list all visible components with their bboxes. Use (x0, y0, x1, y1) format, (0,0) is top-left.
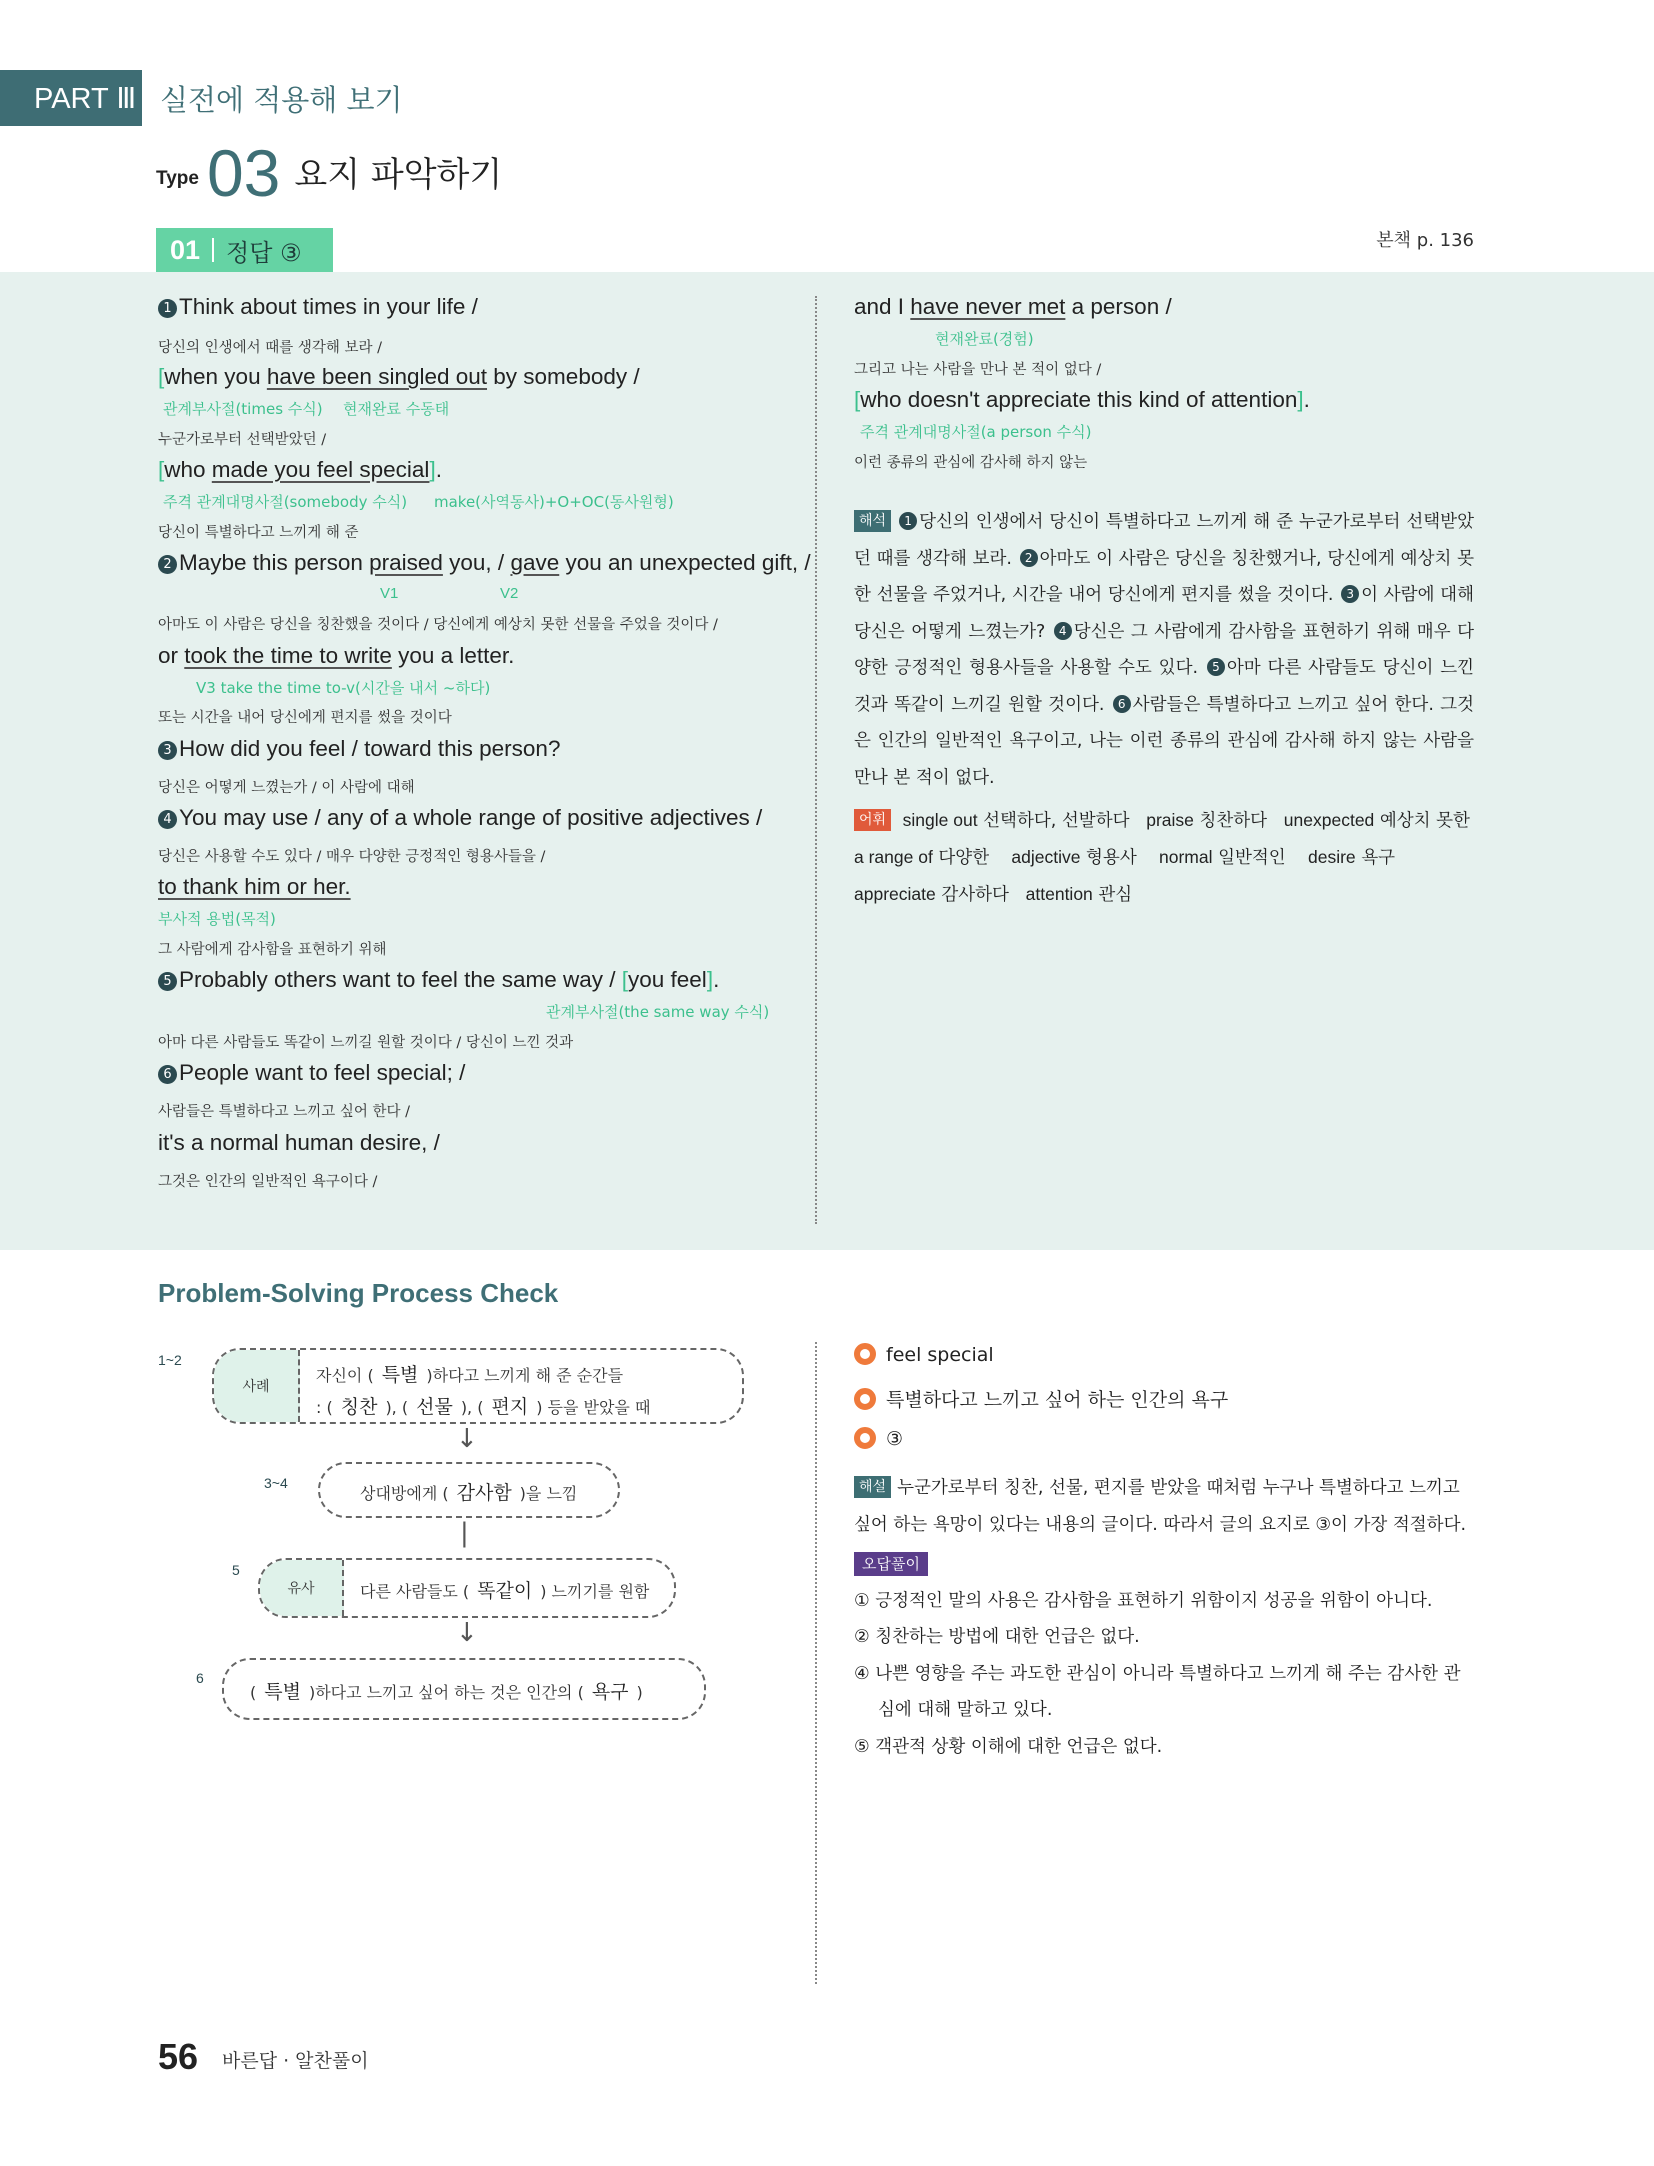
answer-item (854, 1385, 1228, 1412)
vocab-word: single out (902, 810, 978, 830)
down-arrow-icon: ↓ (456, 1424, 478, 1454)
part-label: PART Ⅲ (34, 82, 137, 115)
answer-tab (156, 228, 333, 272)
translation-sentence: 아마도 이 사람은 당신을 칭찬했거나, 당신에게 예상치 못한 선물을 주었거나, 시간을 내어 당신에게 편지를 썼을 것이다. (854, 548, 1474, 605)
translation-tag: 해석 (854, 510, 891, 532)
filled-answer: 특별 (381, 1364, 419, 1386)
down-arrow-icon: ↓ (456, 1618, 478, 1648)
wrong-answer-item: ② 칭찬하는 방법에 대한 언급은 없다. (854, 1627, 1140, 1647)
sentence-5: 5 Probably others want to feel the same way / [you feel]. (158, 967, 719, 993)
vocab-meaning: 욕구 (1361, 848, 1396, 868)
step-label: 5 (232, 1562, 240, 1578)
answer-value: 특별하다고 느끼고 싶어 하는 인간의 욕구 (886, 1389, 1229, 1411)
sentence-4 (158, 805, 762, 831)
vocab-word: adjective (1011, 847, 1081, 867)
sentence-2-ko: 아마도 이 사람은 당신을 칭찬했을 것이다 / 당신에게 예상치 못한 선물을 주었을 것이다 / (158, 617, 718, 633)
underlined-phrase: took the time to write (184, 643, 392, 668)
vocab-item (1284, 811, 1470, 831)
vocab-word: desire (1307, 847, 1356, 867)
part-badge (0, 70, 142, 126)
answer-item (854, 1427, 903, 1450)
sentence-number: 2 (158, 555, 177, 574)
translation-sentence: 이 사람에 대해 당신은 어떻게 느꼈는가? (854, 585, 1474, 642)
flow-text-part: ( (250, 1683, 257, 1702)
text-part: Probably others want to feel the same way / (179, 967, 622, 992)
filled-answer: 선물 (416, 1396, 453, 1418)
filled-answer: 칭찬 (340, 1396, 378, 1418)
sentence-1b-ko: 누군가로부터 선택받았던 / (158, 432, 327, 448)
sentence-number: 1 (158, 299, 177, 318)
answer-value: feel special (886, 1344, 994, 1366)
sentence-3-ko: 당신은 어떻게 느꼈는가 / 이 사람에 대해 (158, 780, 415, 796)
type-number: 03 (206, 136, 281, 210)
filled-answer: 특별 (264, 1681, 301, 1703)
column-divider (815, 296, 817, 1224)
sentence-1-ko: 당신의 인생에서 때를 생각해 보라 / (158, 340, 383, 356)
vocab-item (903, 811, 1130, 831)
vocab-item (854, 848, 989, 868)
translation-sentence: 사람들은 특별하다고 느끼고 싶어 한다. 그것은 인간의 일반적인 욕구이고, 나는 이런 종류의 관심에 감사해 하지 않는 사람을 만나 본 적이 없다. (854, 694, 1474, 788)
vocab-meaning: 선택하다, 선발하다 (983, 811, 1130, 831)
grammar-note: make(사역동사)+O+OC(동사원형) (434, 493, 674, 511)
flow-label: 사례 (214, 1350, 300, 1422)
translation-sentence: 당신의 인생에서 당신이 특별하다고 느끼게 해 준 누군가로부터 선택받았던 때를 생각해 보라. (854, 512, 1474, 569)
text-part: . (713, 967, 720, 992)
ring-bullet-icon (854, 1343, 876, 1365)
page-reference: 본책 p. 136 (1376, 230, 1474, 251)
grammar-note: 관계부사절(times 수식) (163, 400, 323, 418)
vocab-meaning: 형용사 (1086, 848, 1137, 868)
vocab-item (1026, 885, 1133, 905)
flow-text-part: ) 등을 받았을 때 (536, 1398, 651, 1417)
column-divider-2 (815, 1342, 817, 1984)
sentence-1b: [when you have been singled out by somebody / (158, 364, 640, 389)
wrong-answer-item: ① 긍정적인 말의 사용은 감사함을 표현하기 위함이지 성공을 위함이 아니다. (854, 1590, 1433, 1611)
sentence-4b-ko: 그 사람에게 감사함을 표현하기 위해 (158, 942, 387, 958)
underlined-phrase: have never met (910, 294, 1066, 319)
text-part: and I (854, 294, 911, 319)
answer-separator (212, 238, 214, 262)
vocab-meaning: 다양한 (938, 848, 990, 868)
step-label: 1~2 (158, 1352, 182, 1368)
flow-line (360, 1576, 649, 1603)
flow-text-part: ) (636, 1683, 643, 1702)
text-part: you an unexpected gift, / (559, 550, 811, 575)
flow-box-gratitude (318, 1462, 620, 1518)
filled-answer: 감사함 (456, 1482, 512, 1504)
sentence-6c (854, 294, 1172, 320)
type-heading (156, 136, 503, 210)
grammar-note: 주격 관계대명사절(a person 수식) (860, 423, 1092, 441)
vocab-meaning: 감사하다 (941, 885, 1009, 905)
flow-text-part: 상대방에게 ( (360, 1484, 449, 1503)
text-part: . (435, 457, 442, 482)
vocab-word: attention (1025, 884, 1093, 904)
vocab-meaning: 칭찬하다 (1199, 811, 1268, 831)
grammar-note: 주격 관계대명사절(somebody 수식) (163, 493, 408, 511)
underlined-phrase: made you feel special (211, 457, 430, 482)
grammar-note: 현재완료(경험) (935, 330, 1034, 348)
verb-marker: V1 (380, 585, 399, 602)
sentence-1c: [who made you feel special]. (158, 457, 442, 482)
sentence-number: 5 (158, 972, 177, 991)
step-label: 3~4 (264, 1475, 288, 1491)
type-title: 요지 파악하기 (294, 155, 503, 195)
vocab-word: praise (1146, 810, 1194, 830)
answer-item (854, 1343, 994, 1366)
process-check-title: Problem-Solving Process Check (158, 1278, 559, 1308)
sentence-text: People want to feel special; / (179, 1060, 466, 1085)
vocab-item (1011, 848, 1136, 868)
text-part: Maybe this person (179, 550, 370, 575)
flow-text-part: )을 느낌 (519, 1484, 578, 1503)
vocab-tag: 어휘 (854, 809, 891, 831)
flow-text-part: )하다고 느끼고 싶어 하는 것은 인간의 ( (308, 1683, 584, 1702)
text-part: you, / (442, 550, 511, 575)
sentence-6 (158, 1060, 465, 1086)
vocab-meaning: 일반적인 (1218, 848, 1286, 868)
text-part: who doesn't appreciate this kind of attention (860, 387, 1298, 412)
vocab-word: unexpected (1283, 810, 1375, 830)
sentence-text: How did you feel / toward this person? (179, 736, 561, 761)
sentence-4b: to thank him or her. (158, 874, 351, 899)
grammar-note: 부사적 용법(목적) (158, 910, 276, 928)
filled-answer: 욕구 (591, 1681, 629, 1703)
translation-sentence: 당신은 그 사람에게 감사함을 표현하기 위해 매우 다양한 긍정적인 형용사들을 사용할 수도 있다. (854, 621, 1474, 678)
vocabulary (854, 802, 1474, 913)
text-part: you a letter. (391, 643, 515, 668)
sentence-6-ko: 사람들은 특별하다고 느끼고 싶어 한다 / (158, 1104, 411, 1120)
sentence-1c-ko: 당신이 특별하다고 느끼게 해 준 (158, 525, 359, 541)
vocab-item (1146, 811, 1267, 831)
sentence-number: 6 (158, 1065, 177, 1084)
flow-box-similar (258, 1558, 676, 1618)
flow-text-part: ), ( (385, 1398, 409, 1417)
sentence-number: 3 (158, 741, 177, 760)
vocab-meaning: 예상치 못한 (1379, 811, 1470, 831)
part-title: 실전에 적용해 보기 (160, 83, 403, 117)
vocab-word: appreciate (854, 884, 936, 904)
sentence-6d: [who doesn't appreciate this kind of attention]. (854, 387, 1310, 412)
flow-box-example (212, 1348, 744, 1424)
flow-text-part: ) 느끼기를 원함 (540, 1582, 650, 1601)
connector-line-icon: | (460, 1518, 469, 1548)
sentence-1 (158, 294, 478, 320)
vocab-item (1159, 848, 1286, 868)
sentence-6b: it's a normal human desire, / (158, 1130, 440, 1155)
sentence-2b-ko: 또는 시간을 내어 당신에게 편지를 썼을 것이다 (158, 710, 452, 726)
sentence-text: Think about times in your life / (179, 294, 478, 319)
underlined-phrase: praised (369, 550, 443, 575)
underlined-phrase: gave (510, 550, 560, 575)
sentence-5-ko: 아마 다른 사람들도 똑같이 느끼길 원할 것이다 / 당신이 느낀 것과 (158, 1035, 574, 1051)
wrong-answer-item: ⑤ 객관적 상황 이해에 대한 언급은 없다. (854, 1736, 1163, 1757)
sentence-number: 4 (158, 810, 177, 829)
vocab-meaning: 관심 (1098, 885, 1133, 905)
flow-text-part: 다른 사람들도 ( (360, 1582, 470, 1601)
flow-text-part: )하다고 느끼게 해 준 순간들 (426, 1366, 624, 1385)
page-number: 56 (158, 2036, 199, 2077)
flow-text-part: 자신이 ( (316, 1366, 374, 1385)
sentence-text: You may use / any of a whole range of positive adjectives / (179, 805, 763, 830)
book-title: 바른답 · 알찬풀이 (222, 2050, 369, 2072)
question-number: 01 (170, 234, 201, 265)
ring-bullet-icon (854, 1427, 876, 1449)
flow-label: 유사 (260, 1560, 344, 1616)
grammar-note: 관계부사절(the same way 수식) (546, 1003, 770, 1021)
text-part: by somebody / (487, 364, 640, 389)
sentence-2b (158, 643, 514, 669)
text-part: or (158, 643, 185, 668)
flow-line-1 (316, 1360, 623, 1387)
type-label: Type (156, 168, 199, 189)
grammar-note: 현재완료 수동태 (343, 400, 450, 418)
vocab-word: normal (1159, 847, 1213, 867)
vocab-item (854, 885, 1009, 905)
flow-text-part: ), ( (460, 1398, 484, 1417)
sentence-6c-ko: 그리고 나는 사람을 만나 본 적이 없다 / (854, 362, 1102, 378)
sentence-4-ko: 당신은 사용할 수도 있다 / 매우 다양한 긍정적인 형용사들을 / (158, 849, 546, 865)
flow-text-part: : ( (316, 1398, 333, 1417)
text-part: you feel (628, 967, 707, 992)
flow-line-2 (316, 1392, 650, 1419)
underlined-phrase: have been singled out (266, 364, 488, 389)
filled-answer: 편지 (491, 1396, 529, 1418)
explanation (854, 1470, 1474, 1543)
sentence-6b-ko: 그것은 인간의 일반적인 욕구이다 / (158, 1174, 378, 1190)
wrong-answer-analysis (854, 1546, 1474, 1765)
sentence-2 (158, 550, 811, 576)
answer-text: 정답 ③ (226, 238, 302, 267)
vocab-word: a range of (854, 847, 933, 867)
flow-box-conclusion (222, 1658, 706, 1720)
flow-line (250, 1677, 643, 1704)
wrong-answer-item: ④ 나쁜 영향을 주는 과도한 관심이 아니라 특별하다고 느끼게 해 주는 감사한 관심에 대해 말하고 있다. (854, 1663, 1461, 1720)
translation: 해석 1 당신의 인생에서 당신이 특별하다고 느끼게 해 준 누군가로부터 선택받았던 때를 생각해 보라. 2 아마도 이 사람은 당신을 칭찬했거나, 당신에게 예상치 못한 선물을 주었거나, 시간을 내어 당신에게 편지를 썼을 것이다. 3 이 사람에 대해 당신은 어떻게 느꼈는가? 4 당신은 그 사람에게 감사함을 표현하기 위해 매우 다양한 긍정적인 형용사들을 사용할 수도 있다. 5 아마 다른 사람들도 당신이 느낀 것과 똑같이 느끼길 원할 것이다. 6 사람들은 특별하다고 느끼고 싶어 한다. 그것은 인간의 일반적인 욕구이고, 나는 이런 종류의 관심에 감사해 하지 않는 사람을 만나 본 적이 없다. (854, 512, 1474, 788)
explanation-tag: 해설 (854, 1476, 891, 1498)
wrong-answer-tag: 오답풀이 (854, 1552, 928, 1576)
translation-sentence: 아마 다른 사람들도 당신이 느낀 것과 똑같이 느끼길 원할 것이다. (854, 658, 1474, 715)
ring-bullet-icon (854, 1388, 876, 1410)
grammar-note: V3 take the time to-v(시간을 내서 ~하다) (196, 679, 491, 697)
filled-answer: 똑같이 (477, 1580, 533, 1602)
answer-value: ③ (886, 1428, 904, 1450)
flow-line (360, 1478, 577, 1505)
step-label: 6 (196, 1670, 204, 1686)
text-part: when you (164, 364, 267, 389)
sentence-6d-ko: 이런 종류의 관심에 감사해 하지 않는 (854, 455, 1088, 471)
text-part: a person / (1065, 294, 1172, 319)
explanation-text: 누군가로부터 칭찬, 선물, 편지를 받았을 때처럼 누구나 특별하다고 느끼고 싶어 하는 욕망이 있다는 내용의 글이다. 따라서 글의 요지로 ③이 가장 적절하다. (854, 1478, 1467, 1535)
verb-marker: V2 (500, 585, 519, 602)
vocab-item (1308, 848, 1395, 868)
text-part: who (164, 457, 212, 482)
sentence-3 (158, 736, 560, 762)
